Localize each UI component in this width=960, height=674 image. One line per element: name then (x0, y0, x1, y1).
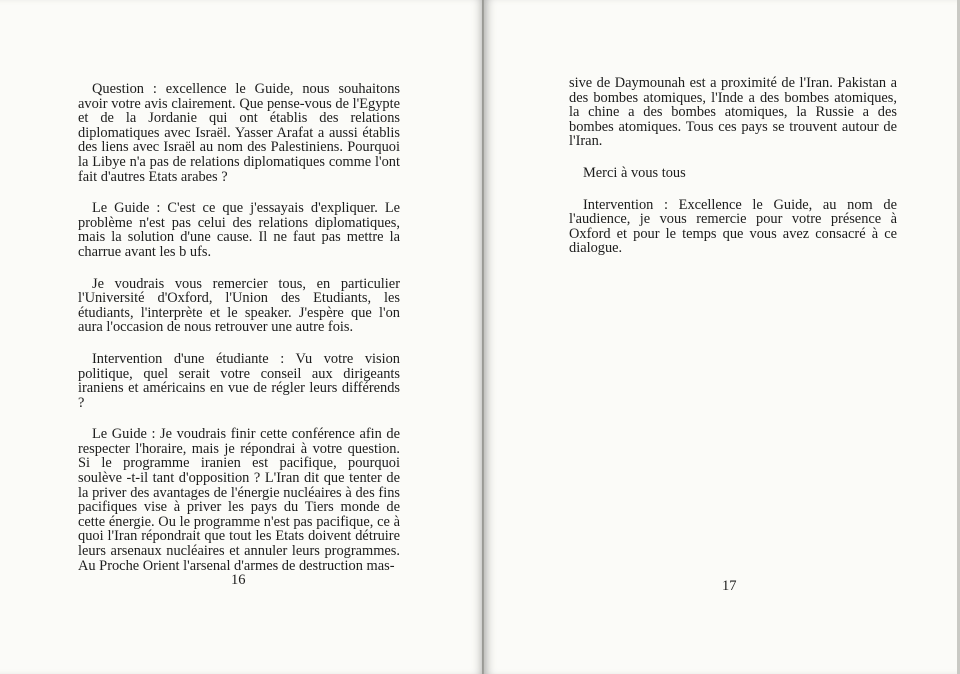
page-number-left: 16 (231, 572, 246, 588)
paragraph-final-intervention: Intervention : Excellence le Guide, au nom de l'audience, je vous remercie pour votre présence à Oxford et pour le temps que vous avez consacré à ce dialogue. (569, 196, 897, 257)
paragraph-merci: Merci à vous tous (583, 164, 686, 181)
right-page-text (569, 76, 897, 273)
left-page-text (78, 82, 400, 590)
page-number-right: 17 (722, 578, 737, 594)
paragraph-continuation: sive de Daymounah est a proximité de l'Iran. Pakistan a des bombes atomiques, l'Inde a des bombes atomiques, la chine a des bombes atomiques, la Russie a des bombes atomiques. Tous ces pays se trouvent autour de l'Iran. (569, 75, 897, 150)
right-page (484, 0, 960, 674)
paragraph-question: Question : excellence le Guide, nous souhaitons avoir votre avis clairement. Que pense-vous de l'Egypte et de la Jordanie qui ont établis des relations diplomatiques avec Israël. Yasser Arafat a aussi établis des liens avec Israël au nom des Palestiniens. Pourquoi la Libye n'a pas de relations diplomatiques comme l'ont fait d'autres Etats arabes ? (78, 81, 400, 185)
paragraph-student-intervention: Intervention d'une étudiante : Vu votre vision politique, quel serait votre conseil aux dirigeants iraniens et américains en vue de régler leurs différends ? (78, 350, 400, 411)
paragraph-guide-answer-2: Le Guide : Je voudrais finir cette conférence afin de respecter l'horaire, mais je répondrai à votre question. Si le programme iranien est pacifique, pourquoi soulève -t-il tant d'opposition ? L'Iran dit que tenter de la priver des avantages de l'énergie nucléaires à des fins pacifiques vise à priver les pays du Tiers monde de cette énergie. Ou le programme n'est pas pacifique, ce à quoi l'Iran répondrait que tout les Etats doivent détruire leurs arsenaux nucléaires et annuler leurs programmes. Au Proche Orient l'arsenal d'armes de destruction mas- (78, 426, 400, 574)
paragraph-guide-answer-1: Le Guide : C'est ce que j'essayais d'expliquer. Le problème n'est pas celui des relations diplomatiques, mais la solution d'une cause. Il ne faut pas mettre la charrue avant les b ufs. (78, 200, 400, 260)
paragraph-thanks: Je voudrais vous remercier tous, en particulier l'Université d'Oxford, l'Union des Etudiants, les étudiants, l'interprète et le speaker. J'espère que l'on aura l'occasion de nous retrouver une autre fois. (78, 275, 400, 336)
